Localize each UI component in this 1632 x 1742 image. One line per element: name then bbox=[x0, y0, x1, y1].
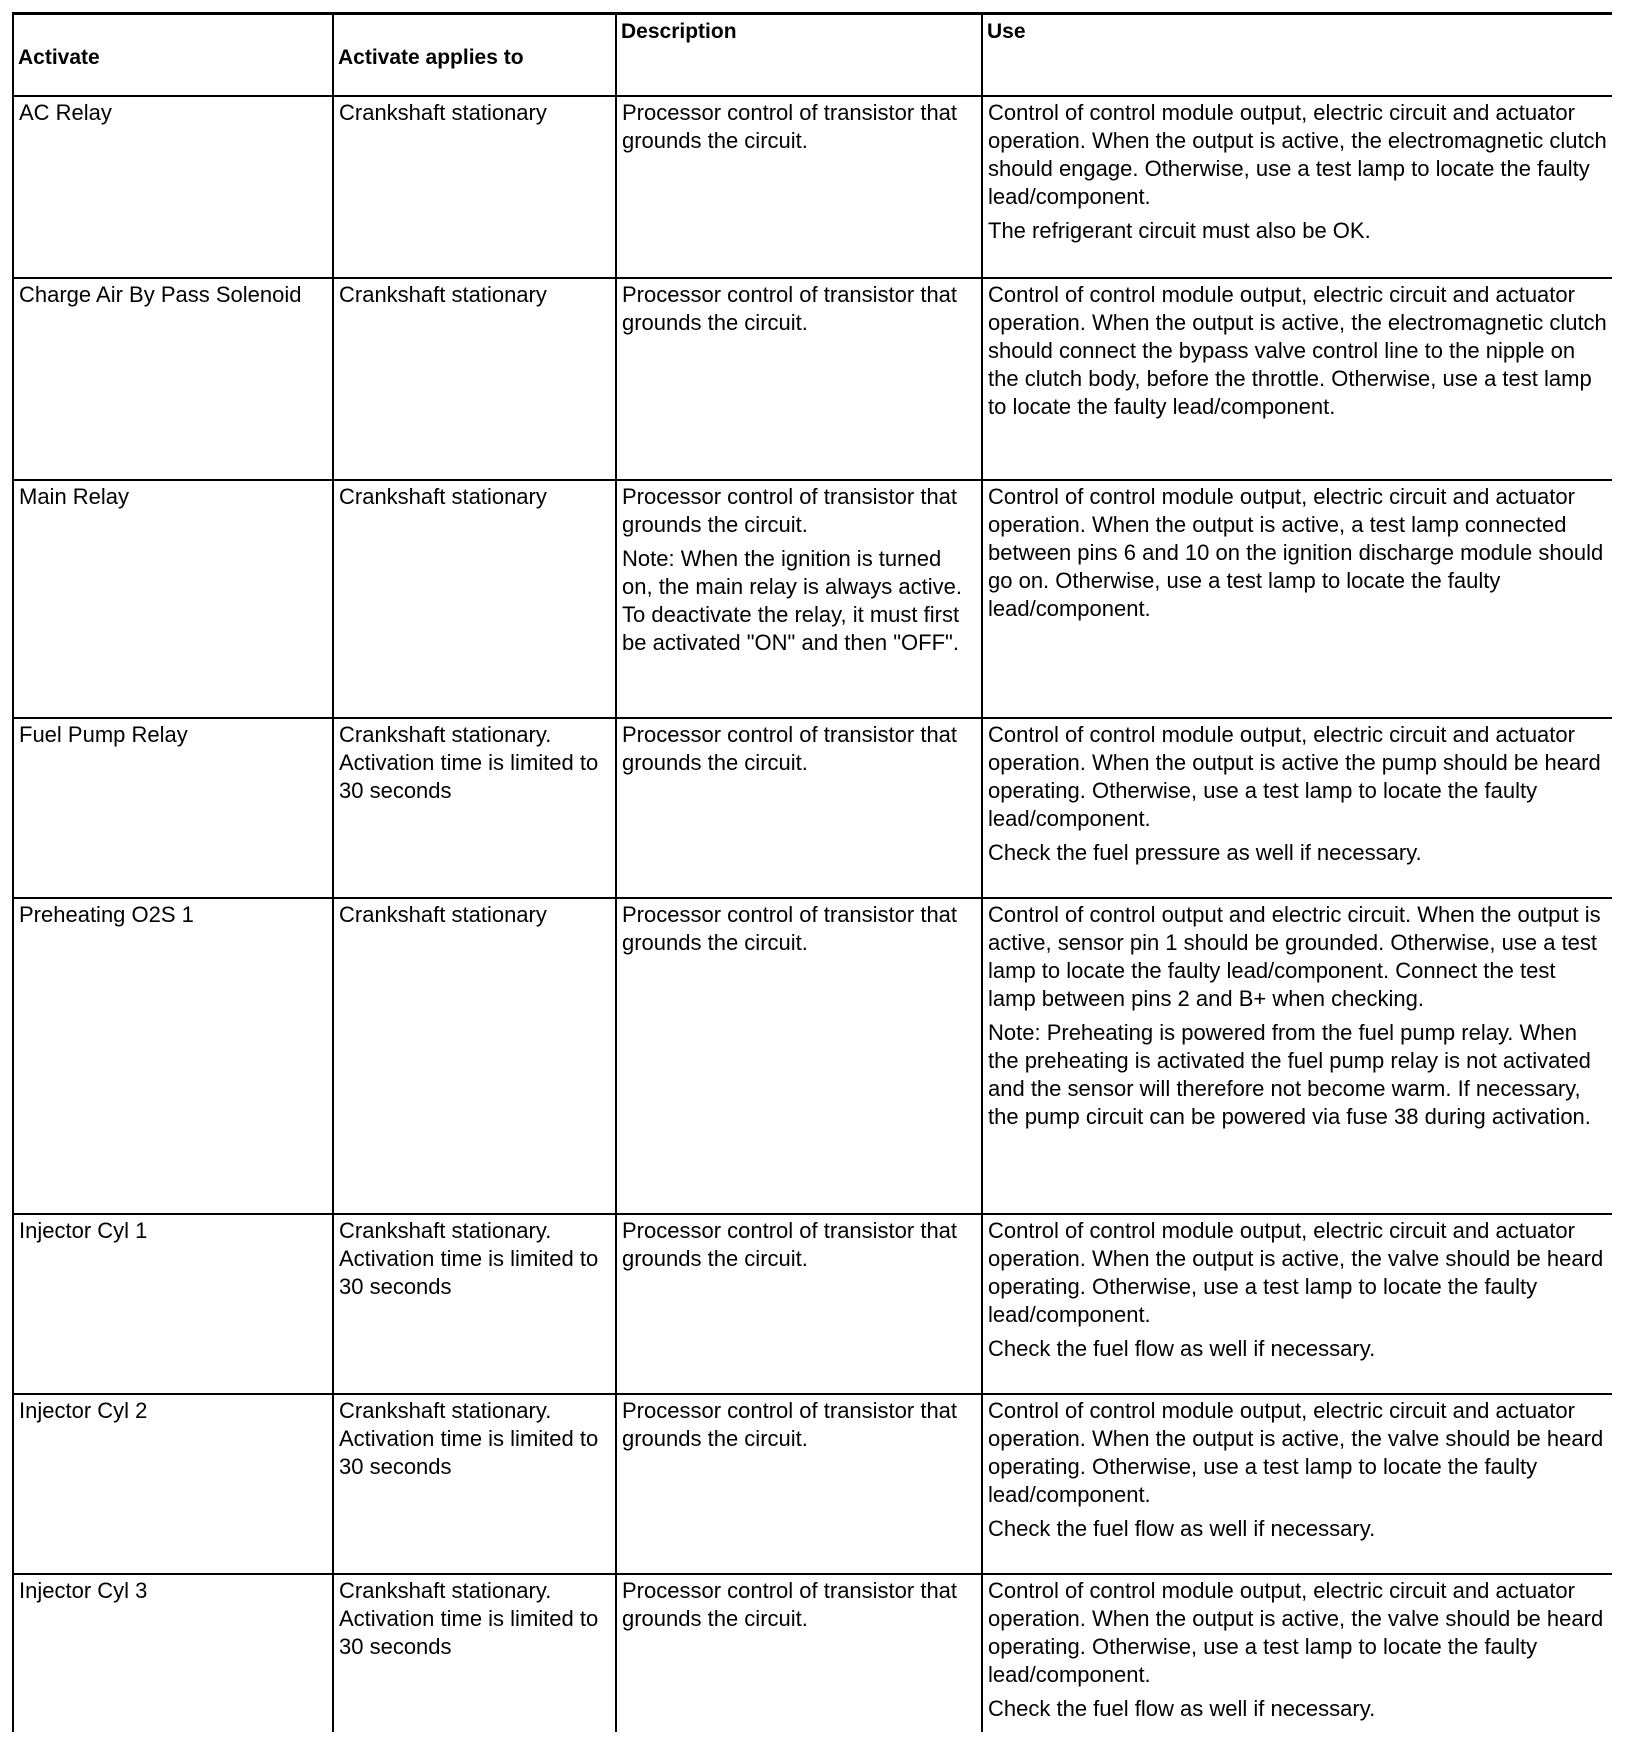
use-paragraph: Control of control module output, electric circuit and actuator operation. When the output is active the pump should be heard operating. Otherwise, use a test lamp to locate the faulty lead/component. bbox=[988, 722, 1601, 831]
use-paragraph: Control of control module output, electric circuit and actuator operation. When the output is active, a test lamp connected between pins 6 and 10 on the ignition discharge module should go on. Otherwise, use a test lamp to locate the faulty lead/component. bbox=[988, 484, 1604, 621]
description-paragraph: Processor control of transistor that grounds the circuit. bbox=[622, 722, 958, 775]
use-paragraph: Check the fuel flow as well if necessary. bbox=[988, 1696, 1376, 1721]
cell-use bbox=[982, 898, 1612, 1214]
cell-activate: Injector Cyl 2 bbox=[13, 1394, 333, 1574]
table-row bbox=[13, 96, 1612, 278]
cell-applies-to: Crankshaft stationary bbox=[333, 278, 616, 480]
cell-description bbox=[616, 1214, 982, 1394]
cell-applies-to: Crankshaft stationary. Activation time is limited to 30 seconds bbox=[333, 718, 616, 898]
document-page bbox=[12, 12, 1612, 1732]
use-paragraph: Control of control module output, electric circuit and actuator operation. When the output is active, the valve should be heard operating. Otherwise, use a test lamp to locate the faulty lead/component. bbox=[988, 1218, 1604, 1327]
cell-description bbox=[616, 480, 982, 718]
table-row bbox=[13, 898, 1612, 1214]
description-paragraph: Processor control of transistor that grounds the circuit. bbox=[622, 1578, 958, 1631]
cell-applies-to: Crankshaft stationary. Activation time is limited to 30 seconds bbox=[333, 1214, 616, 1394]
use-paragraph: Check the fuel flow as well if necessary. bbox=[988, 1336, 1376, 1361]
cell-description bbox=[616, 898, 982, 1214]
description-paragraph: Processor control of transistor that grounds the circuit. bbox=[622, 902, 958, 955]
cell-description bbox=[616, 1574, 982, 1732]
cell-description bbox=[616, 1394, 982, 1574]
table-row bbox=[13, 480, 1612, 718]
table-row bbox=[13, 1574, 1612, 1732]
cell-activate: Fuel Pump Relay bbox=[13, 718, 333, 898]
cell-use bbox=[982, 1394, 1612, 1574]
use-paragraph: Control of control module output, electric circuit and actuator operation. When the output is active, the valve should be heard operating. Otherwise, use a test lamp to locate the faulty lead/component. bbox=[988, 1578, 1604, 1687]
use-paragraph: Check the fuel pressure as well if necessary. bbox=[988, 840, 1422, 865]
description-note: Note: When the ignition is turned on, the main relay is always active. To deactivate the relay, it must first be activated "ON" and then "OFF". bbox=[622, 546, 962, 655]
header-use: Use bbox=[982, 14, 1612, 97]
use-paragraph: The refrigerant circuit must also be OK. bbox=[988, 218, 1371, 243]
description-paragraph: Processor control of transistor that grounds the circuit. bbox=[622, 484, 958, 537]
cell-activate: Injector Cyl 1 bbox=[13, 1214, 333, 1394]
cell-applies-to: Crankshaft stationary bbox=[333, 480, 616, 718]
header-applies-to: Activate applies to bbox=[333, 14, 616, 97]
description-paragraph: Processor control of transistor that grounds the circuit. bbox=[622, 282, 958, 335]
use-paragraph: Control of control module output, electric circuit and actuator operation. When the output is active, the valve should be heard operating. Otherwise, use a test lamp to locate the faulty lead/component. bbox=[988, 1398, 1604, 1507]
cell-activate: Preheating O2S 1 bbox=[13, 898, 333, 1214]
header-activate: Activate bbox=[13, 14, 333, 97]
activation-table bbox=[12, 12, 1612, 1732]
cell-activate: Injector Cyl 3 bbox=[13, 1574, 333, 1732]
cell-use bbox=[982, 480, 1612, 718]
use-paragraph: Control of control output and electric circuit. When the output is active, sensor pin 1 should be grounded. Otherwise, use a test lamp to locate the faulty lead/component. Connect the test lamp between pins 2 and B+ when checking. bbox=[988, 902, 1601, 1011]
table-header-row bbox=[13, 14, 1612, 97]
cell-use bbox=[982, 1574, 1612, 1732]
cell-use bbox=[982, 1214, 1612, 1394]
use-note: Note: Preheating is powered from the fuel pump relay. When the preheating is activated the fuel pump relay is not activated and the sensor will therefore not become warm. If necessary, the pump circuit can be powered via fuse 38 during activation. bbox=[988, 1020, 1591, 1129]
header-description: Description bbox=[616, 14, 982, 97]
table-row bbox=[13, 718, 1612, 898]
table-row bbox=[13, 1394, 1612, 1574]
cell-applies-to: Crankshaft stationary. Activation time is limited to 30 seconds bbox=[333, 1394, 616, 1574]
cell-applies-to: Crankshaft stationary bbox=[333, 898, 616, 1214]
description-paragraph: Processor control of transistor that grounds the circuit. bbox=[622, 100, 958, 153]
cell-applies-to: Crankshaft stationary bbox=[333, 96, 616, 278]
cell-use bbox=[982, 96, 1612, 278]
table-row bbox=[13, 278, 1612, 480]
use-paragraph: Check the fuel flow as well if necessary. bbox=[988, 1516, 1376, 1541]
description-paragraph: Processor control of transistor that grounds the circuit. bbox=[622, 1398, 958, 1451]
cell-description bbox=[616, 278, 982, 480]
table-row bbox=[13, 1214, 1612, 1394]
use-paragraph: Control of control module output, electric circuit and actuator operation. When the output is active, the electromagnetic clutch should connect the bypass valve control line to the nipple on the clutch body, before the throttle. Otherwise, use a test lamp to locate the faulty lead/component. bbox=[988, 282, 1607, 419]
cell-activate: AC Relay bbox=[13, 96, 333, 278]
cell-description bbox=[616, 718, 982, 898]
cell-description bbox=[616, 96, 982, 278]
cell-use bbox=[982, 718, 1612, 898]
cell-applies-to: Crankshaft stationary. Activation time is limited to 30 seconds bbox=[333, 1574, 616, 1732]
cell-activate: Charge Air By Pass Solenoid bbox=[13, 278, 333, 480]
use-paragraph: Control of control module output, electric circuit and actuator operation. When the output is active, the electromagnetic clutch should engage. Otherwise, use a test lamp to locate the faulty lead/component. bbox=[988, 100, 1607, 209]
cell-use bbox=[982, 278, 1612, 480]
description-paragraph: Processor control of transistor that grounds the circuit. bbox=[622, 1218, 958, 1271]
cell-activate: Main Relay bbox=[13, 480, 333, 718]
